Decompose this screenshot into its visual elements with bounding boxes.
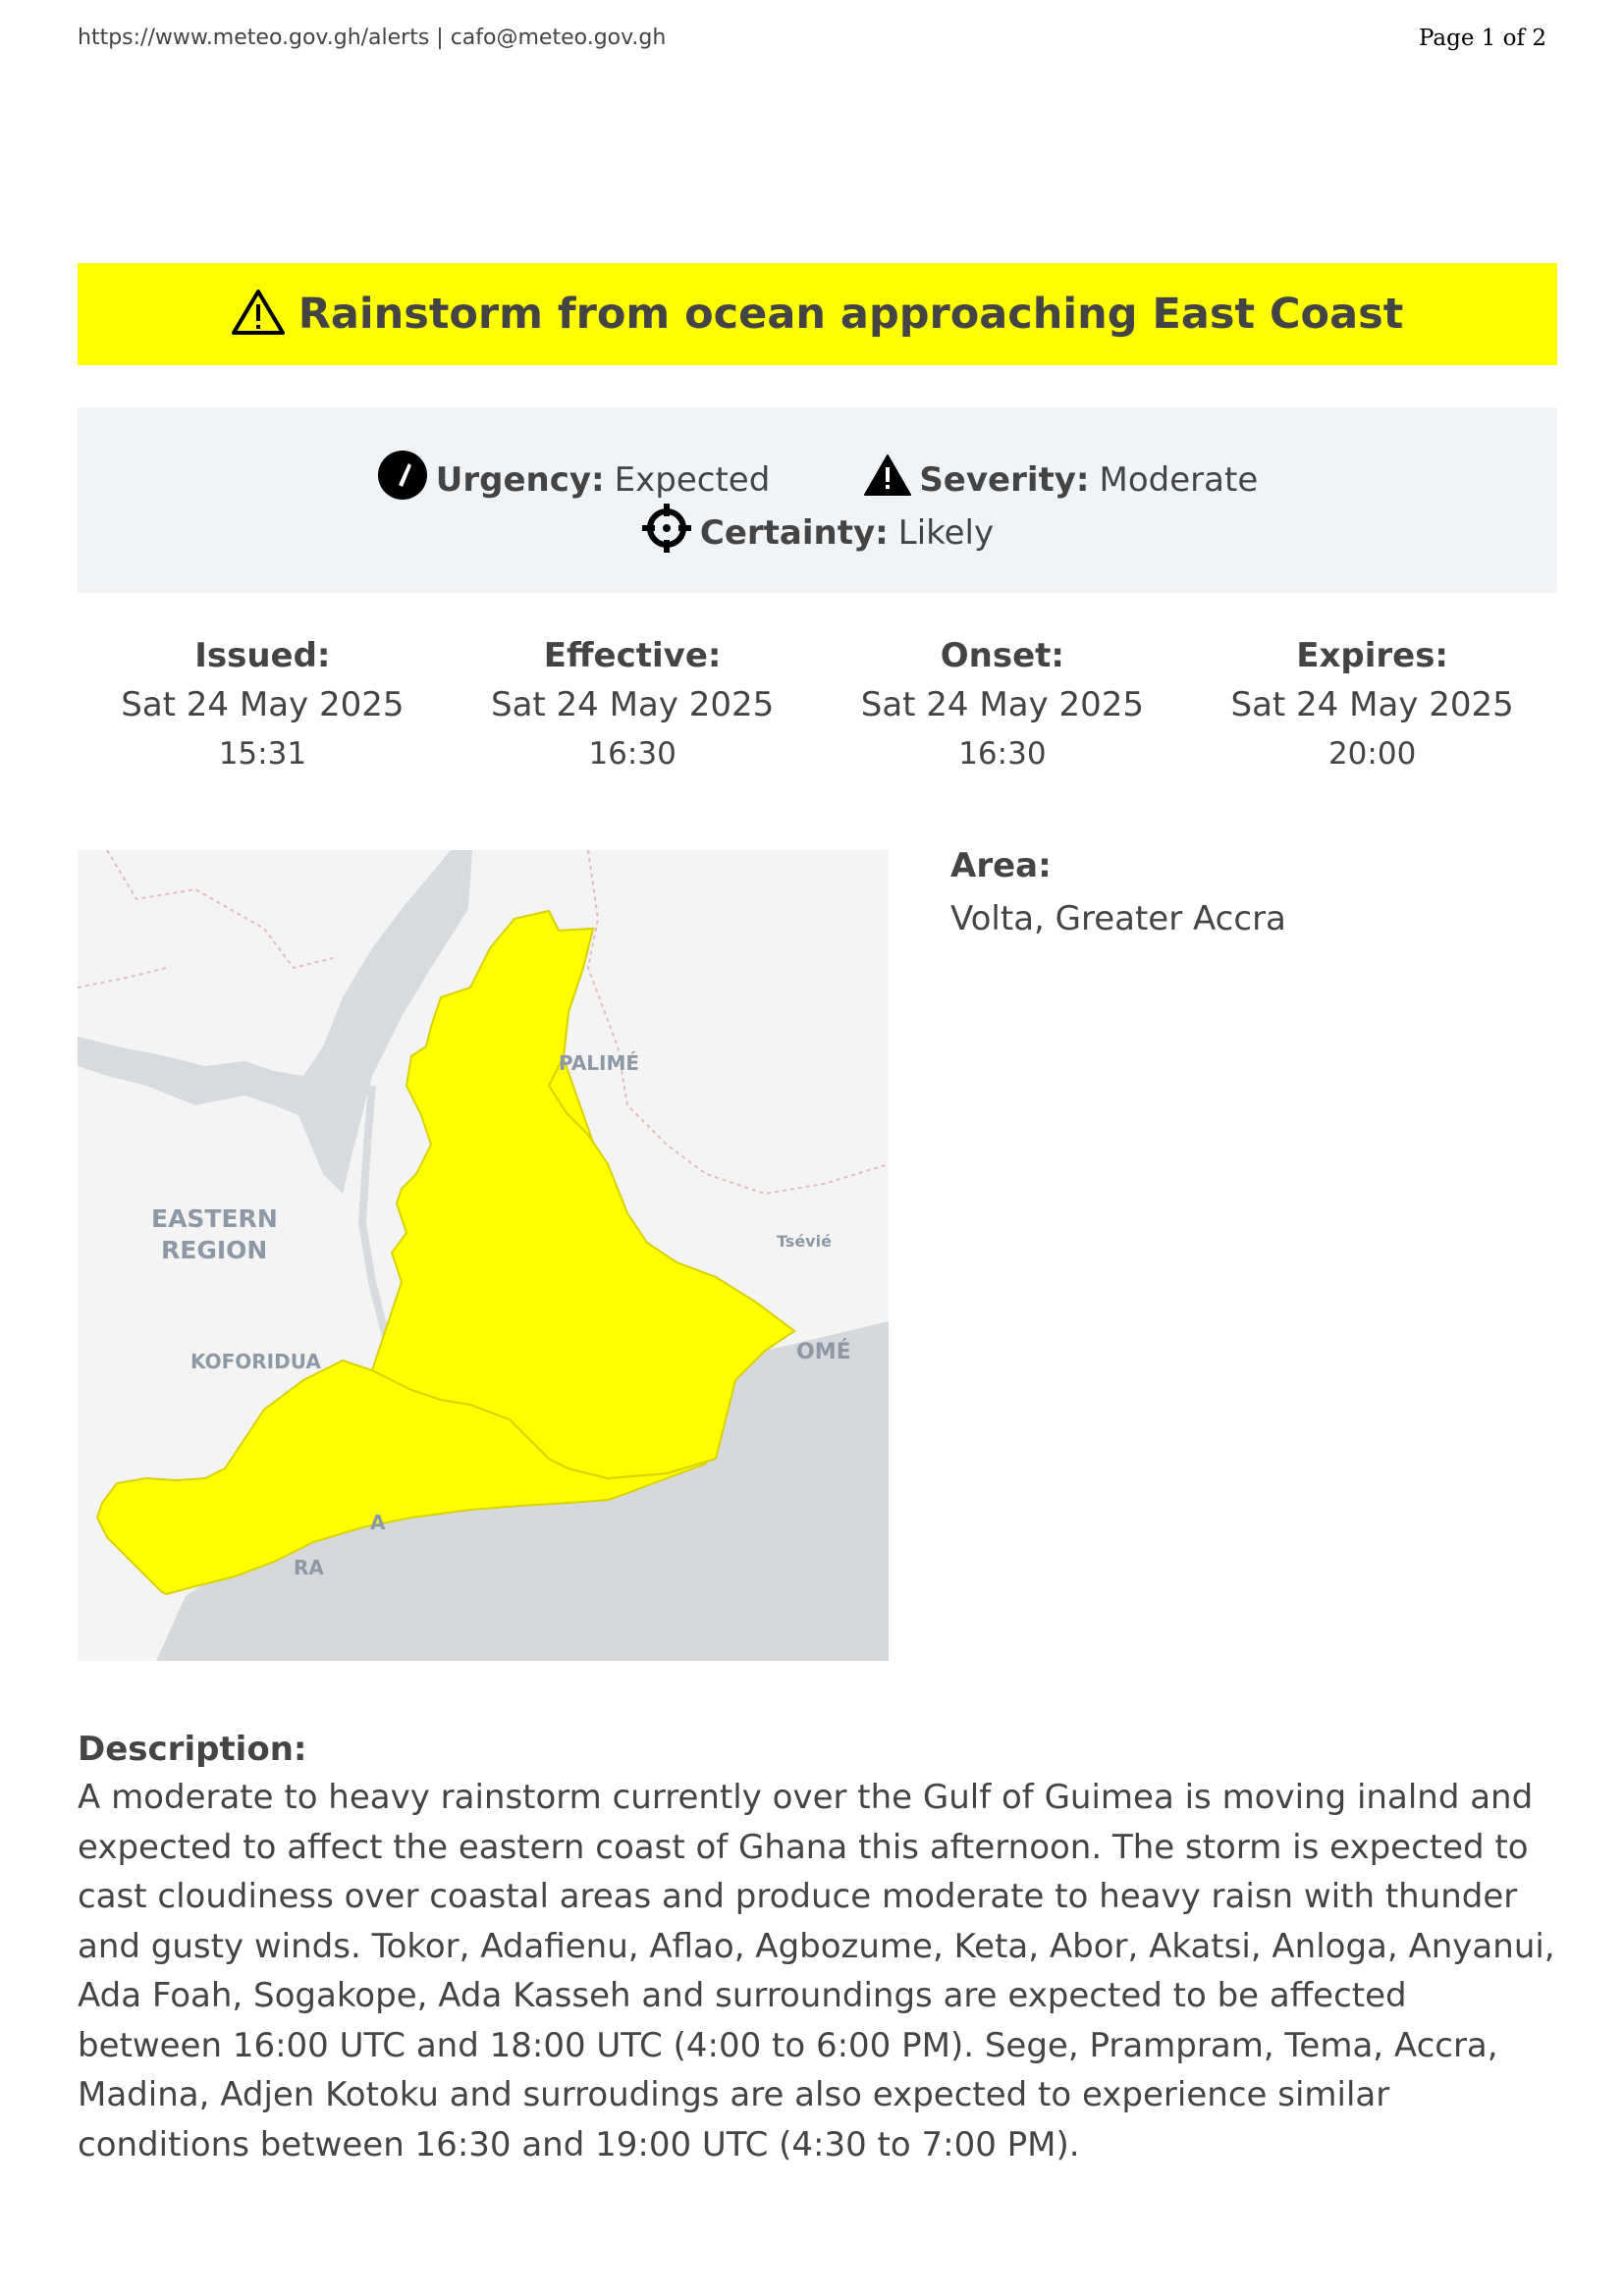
description-section xyxy=(78,1730,1560,2169)
severity-value: Moderate xyxy=(1099,459,1259,500)
onset-date: Sat 24 May 2025 xyxy=(860,685,1144,724)
urgency-field xyxy=(377,450,771,509)
certainty-label: Certainty: xyxy=(699,512,889,553)
issued-time: 15:31 xyxy=(218,736,307,772)
issued-date: Sat 24 May 2025 xyxy=(121,685,405,724)
expires-column xyxy=(1187,636,1557,772)
warning-triangle-icon xyxy=(232,289,285,340)
expires-label: Expires: xyxy=(1296,636,1449,675)
map-label-koforidua: KOFORIDUA xyxy=(190,1350,321,1373)
description-text: A moderate to heavy rainstorm currently over the Gulf of Guimea is moving inalnd and expected to affect the eastern coast of Ghana this afternoon. The storm is expected to cast cloudiness over coastal areas and produce moderate to heavy raisn with thunder and gusty winds. Tokor, Adafienu, Aflao, Agbozume, Keta, Abor, Akatsi, Anloga, Anyanui, Ada Foah, Sogakope, Ada Kasseh and surroundings are expected to be affected between 16:00 UTC and 18:00 UTC (4:00 to 6:00 PM). Sege, Prampram, Tema, Accra, Madina, Adjen Kotoku and surroudings are also expected to experience similar conditions between 16:30 and 19:00 UTC (4:30 to 7:00 PM). xyxy=(78,1778,1555,2164)
expires-time: 20:00 xyxy=(1327,736,1417,772)
area-value: Volta, Greater Accra xyxy=(950,899,1286,938)
onset-time: 16:30 xyxy=(958,736,1047,772)
effective-label: Effective: xyxy=(543,636,722,675)
map-label-eastern: EASTERN xyxy=(151,1204,278,1233)
map-label-region: REGION xyxy=(161,1236,268,1264)
effective-column xyxy=(448,636,818,772)
alert-meta-panel xyxy=(78,407,1557,593)
alert-area-map xyxy=(78,850,889,1661)
certainty-field xyxy=(641,503,994,562)
map-label-tsevie: Tsévié xyxy=(777,1232,832,1251)
severity-label: Severity: xyxy=(919,459,1090,500)
effective-date: Sat 24 May 2025 xyxy=(490,685,775,724)
page-number: Page 1 of 2 xyxy=(1418,26,1546,51)
severity-field xyxy=(864,454,1258,506)
area-section xyxy=(950,846,1286,938)
onset-label: Onset: xyxy=(940,636,1064,675)
expires-date: Sat 24 May 2025 xyxy=(1230,685,1514,724)
map-label-palime: PALIMÉ xyxy=(559,1051,640,1075)
alert-times xyxy=(78,636,1557,772)
urgency-value: Expected xyxy=(614,459,771,500)
map-label-a: A xyxy=(370,1511,386,1534)
alert-title: Rainstorm from ocean approaching East Coast xyxy=(298,290,1404,339)
area-label: Area: xyxy=(950,846,1052,885)
alert-triangle-icon xyxy=(864,454,911,506)
issued-label: Issued: xyxy=(194,636,331,675)
description-label: Description: xyxy=(78,1730,307,1769)
urgency-label: Urgency: xyxy=(435,459,605,500)
effective-time: 16:30 xyxy=(588,736,677,772)
crosshair-icon xyxy=(641,503,692,562)
onset-column xyxy=(818,636,1188,772)
map-label-lome: OMÉ xyxy=(796,1340,851,1364)
issued-column xyxy=(78,636,448,772)
header-source: https://www.meteo.gov.gh/alerts | cafo@meteo.gov.gh xyxy=(78,26,667,50)
gauge-icon xyxy=(377,450,428,509)
map-label-accra: RA xyxy=(294,1556,324,1579)
alert-banner xyxy=(78,263,1557,365)
certainty-value: Likely xyxy=(897,512,995,553)
